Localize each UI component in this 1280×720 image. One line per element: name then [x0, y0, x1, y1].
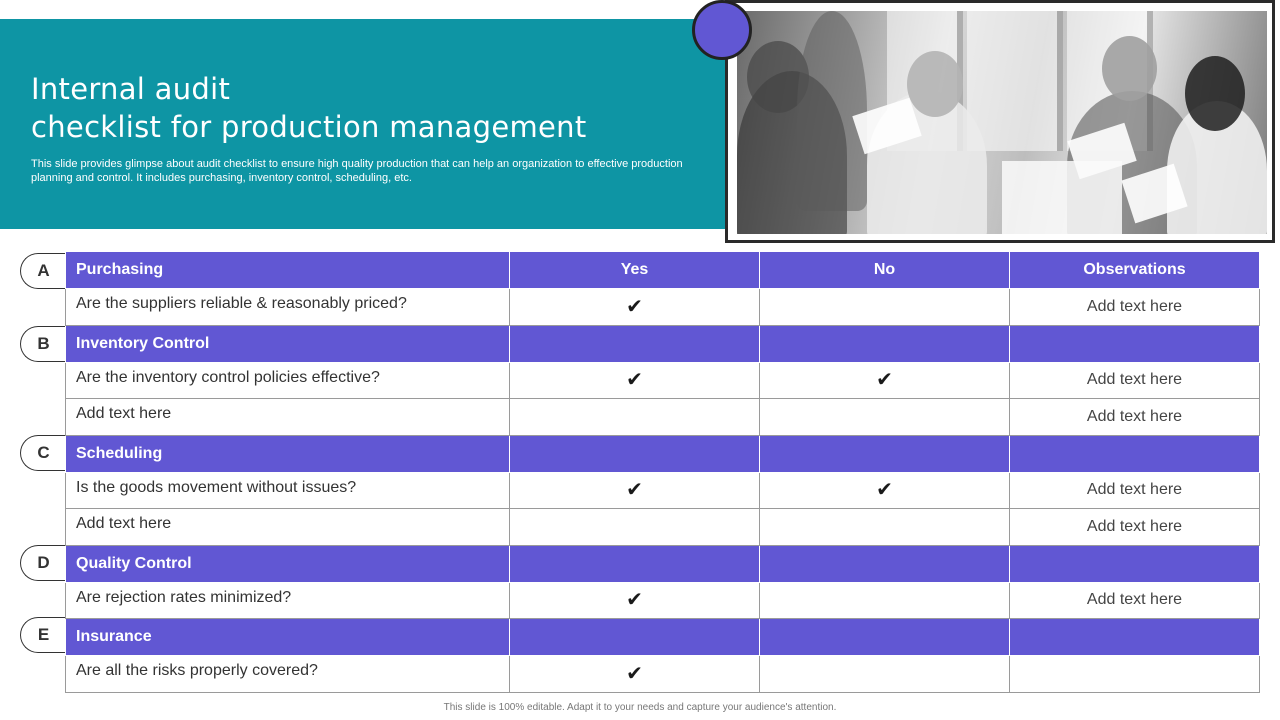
- table-row: [66, 472, 1260, 509]
- decorative-circle: [692, 0, 752, 60]
- section-header-row: [66, 252, 1260, 289]
- check-icon: ✔: [626, 660, 643, 685]
- question-cell: Add text here: [66, 399, 510, 436]
- observation-text: Add text here: [1086, 591, 1183, 609]
- team-meeting-photo: [737, 11, 1267, 234]
- no-cell[interactable]: [760, 656, 1010, 693]
- audit-checklist-table: [65, 251, 1260, 693]
- section-header-row: [66, 545, 1260, 582]
- section-label: Purchasing: [66, 252, 510, 289]
- section-letter-badge: B: [20, 326, 68, 362]
- section-label: Scheduling: [66, 435, 510, 472]
- check-icon: ✔: [876, 367, 893, 392]
- section-label: Insurance: [66, 619, 510, 656]
- section-header-blank: [760, 619, 1010, 656]
- observation-text: Add text here: [1086, 297, 1183, 315]
- observation-text: Add text here: [1086, 407, 1183, 425]
- yes-cell[interactable]: [510, 289, 760, 326]
- section-header-row: [66, 435, 1260, 472]
- observation-text: Add text here: [1086, 517, 1183, 535]
- section-header-blank: [510, 619, 760, 656]
- page-title: [31, 70, 587, 146]
- observation-cell[interactable]: [1010, 656, 1260, 693]
- table-row: [66, 362, 1260, 399]
- yes-cell[interactable]: [510, 509, 760, 546]
- title-line-2: checklist for production management: [31, 110, 587, 144]
- title-line-1: Internal audit: [31, 72, 231, 106]
- no-cell[interactable]: [760, 582, 1010, 619]
- check-icon: ✔: [876, 477, 893, 502]
- section-header-blank: [760, 545, 1010, 582]
- question-cell: Are all the risks properly covered?: [66, 656, 510, 693]
- column-header-yes: Yes: [510, 252, 760, 289]
- observation-cell[interactable]: [1010, 582, 1260, 619]
- section-header-blank: [1010, 619, 1260, 656]
- section-letter-badge: E: [20, 617, 68, 653]
- no-cell[interactable]: [760, 289, 1010, 326]
- section-label: Quality Control: [66, 545, 510, 582]
- observation-text: Add text here: [1086, 481, 1183, 499]
- question-cell: Add text here: [66, 509, 510, 546]
- section-header-blank: [1010, 325, 1260, 362]
- observation-cell[interactable]: [1010, 472, 1260, 509]
- section-header-blank: [760, 325, 1010, 362]
- observation-cell[interactable]: [1010, 399, 1260, 436]
- observation-cell[interactable]: [1010, 509, 1260, 546]
- section-header-row: [66, 325, 1260, 362]
- yes-cell[interactable]: [510, 656, 760, 693]
- table-row: [66, 509, 1260, 546]
- section-header-row: [66, 619, 1260, 656]
- column-header-observations: Observations: [1010, 252, 1260, 289]
- footer-note: This slide is 100% editable. Adapt it to your needs and capture your audience's attention.: [443, 702, 837, 713]
- question-cell: Is the goods movement without issues?: [66, 472, 510, 509]
- question-cell: Are the inventory control policies effective?: [66, 362, 510, 399]
- no-cell[interactable]: [760, 509, 1010, 546]
- section-header-blank: [1010, 435, 1260, 472]
- question-cell: Are the suppliers reliable & reasonably priced?: [66, 289, 510, 326]
- check-icon: ✔: [626, 587, 643, 612]
- check-icon: ✔: [626, 293, 643, 318]
- table-row: [66, 289, 1260, 326]
- no-cell[interactable]: [760, 472, 1010, 509]
- yes-cell[interactable]: [510, 399, 760, 436]
- section-label: Inventory Control: [66, 325, 510, 362]
- column-header-no: No: [760, 252, 1010, 289]
- section-letter-badge: D: [20, 545, 68, 581]
- section-header-blank: [510, 545, 760, 582]
- table-row: [66, 656, 1260, 693]
- no-cell[interactable]: [760, 362, 1010, 399]
- section-letter-badge: A: [20, 253, 68, 289]
- section-letter-badge: C: [20, 435, 68, 471]
- table-row: [66, 582, 1260, 619]
- section-header-blank: [510, 435, 760, 472]
- team-photo-frame: [725, 0, 1275, 243]
- section-header-blank: [1010, 545, 1260, 582]
- no-cell[interactable]: [760, 399, 1010, 436]
- observation-text: Add text here: [1086, 371, 1183, 389]
- yes-cell[interactable]: [510, 472, 760, 509]
- check-icon: ✔: [626, 477, 643, 502]
- section-header-blank: [760, 435, 1010, 472]
- table-row: [66, 399, 1260, 436]
- yes-cell[interactable]: [510, 362, 760, 399]
- observation-cell[interactable]: [1010, 362, 1260, 399]
- question-cell: Are rejection rates minimized?: [66, 582, 510, 619]
- yes-cell[interactable]: [510, 582, 760, 619]
- check-icon: ✔: [626, 367, 643, 392]
- section-header-blank: [510, 325, 760, 362]
- observation-cell[interactable]: [1010, 289, 1260, 326]
- page-subtitle: This slide provides glimpse about audit checklist to ensure high quality production that can help an organization to effective production planning and control. It includes purchasing, inventory control, scheduling, etc.: [31, 158, 683, 184]
